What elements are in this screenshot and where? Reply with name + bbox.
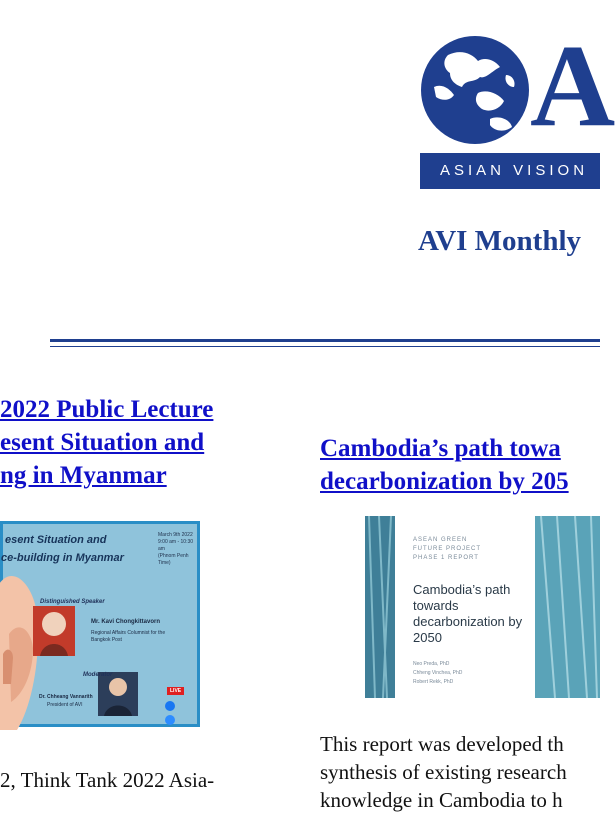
- headline-line: ng in Myanmar: [0, 462, 167, 489]
- poster-speaker-name: Mr. Kavi Chongkittavorn: [91, 619, 161, 625]
- poster-date: [158, 532, 198, 567]
- poster-date-line: 9:00 am - 10:30 am: [158, 539, 194, 552]
- poster-title-line: ce-building in Myanmar: [1, 552, 124, 564]
- headline-line: decarbonization by 205: [320, 468, 569, 495]
- cover-title: Cambodia’s path towards decarbonization by 2050: [413, 582, 523, 645]
- poster-date-line: (Phnom Penh Time): [158, 553, 189, 566]
- cover-authors: [413, 660, 462, 687]
- body-line: 2, Think Tank 2022 Asia-: [0, 768, 215, 792]
- article-headline-lecture[interactable]: [0, 393, 213, 492]
- poster-date-line: March 9th 2022: [158, 532, 193, 538]
- poster-speaker-role: Regional Affairs Columnist for the Bangkok Post: [91, 630, 166, 643]
- logo-band: ASIAN VISION: [420, 153, 600, 189]
- body-line: knowledge in Cambodia to h: [320, 788, 563, 812]
- cover-series-line: FUTURE PROJECT: [413, 546, 481, 552]
- page-title: AVI Monthly: [418, 225, 582, 257]
- cover-series-line: ASEAN GREEN: [413, 537, 468, 543]
- cover-author: Chheng Vinchea, PhD: [413, 670, 463, 676]
- body-line: synthesis of existing research: [320, 760, 567, 784]
- cover-author: Robert Rekk, PhD: [413, 679, 454, 685]
- header-divider-thin: [50, 346, 600, 347]
- cover-author: Neo Preda, PhD: [413, 661, 450, 667]
- article-body-lecture: [0, 766, 214, 794]
- poster-speaker-heading: Distinguished Speaker: [40, 599, 105, 605]
- body-line: This report was developed th: [320, 732, 564, 756]
- globe-icon: [420, 35, 530, 145]
- poster-title-line: esent Situation and: [5, 534, 107, 546]
- headline-line: 2022 Public Lecture: [0, 396, 214, 423]
- header-divider: [50, 339, 600, 342]
- poster-moderator-role: President of AVI: [47, 702, 83, 708]
- headline-line: esent Situation and: [0, 429, 205, 456]
- lecture-poster-image[interactable]: [0, 521, 200, 727]
- article-headline-decarbonization[interactable]: [320, 432, 569, 498]
- poster-moderator-name: Dr. Chheang Vannarith: [39, 694, 93, 700]
- report-cover-image[interactable]: [365, 516, 600, 698]
- poster-moderator-heading: Moderator: [83, 672, 113, 678]
- cover-series-line: PHASE 1 REPORT: [413, 555, 479, 561]
- cover-series: [413, 536, 481, 563]
- live-badge: LIVE: [167, 687, 184, 695]
- article-body-decarbonization: [320, 730, 567, 814]
- logo-letter: A: [530, 20, 615, 151]
- headline-line: Cambodia’s path towa: [320, 435, 561, 462]
